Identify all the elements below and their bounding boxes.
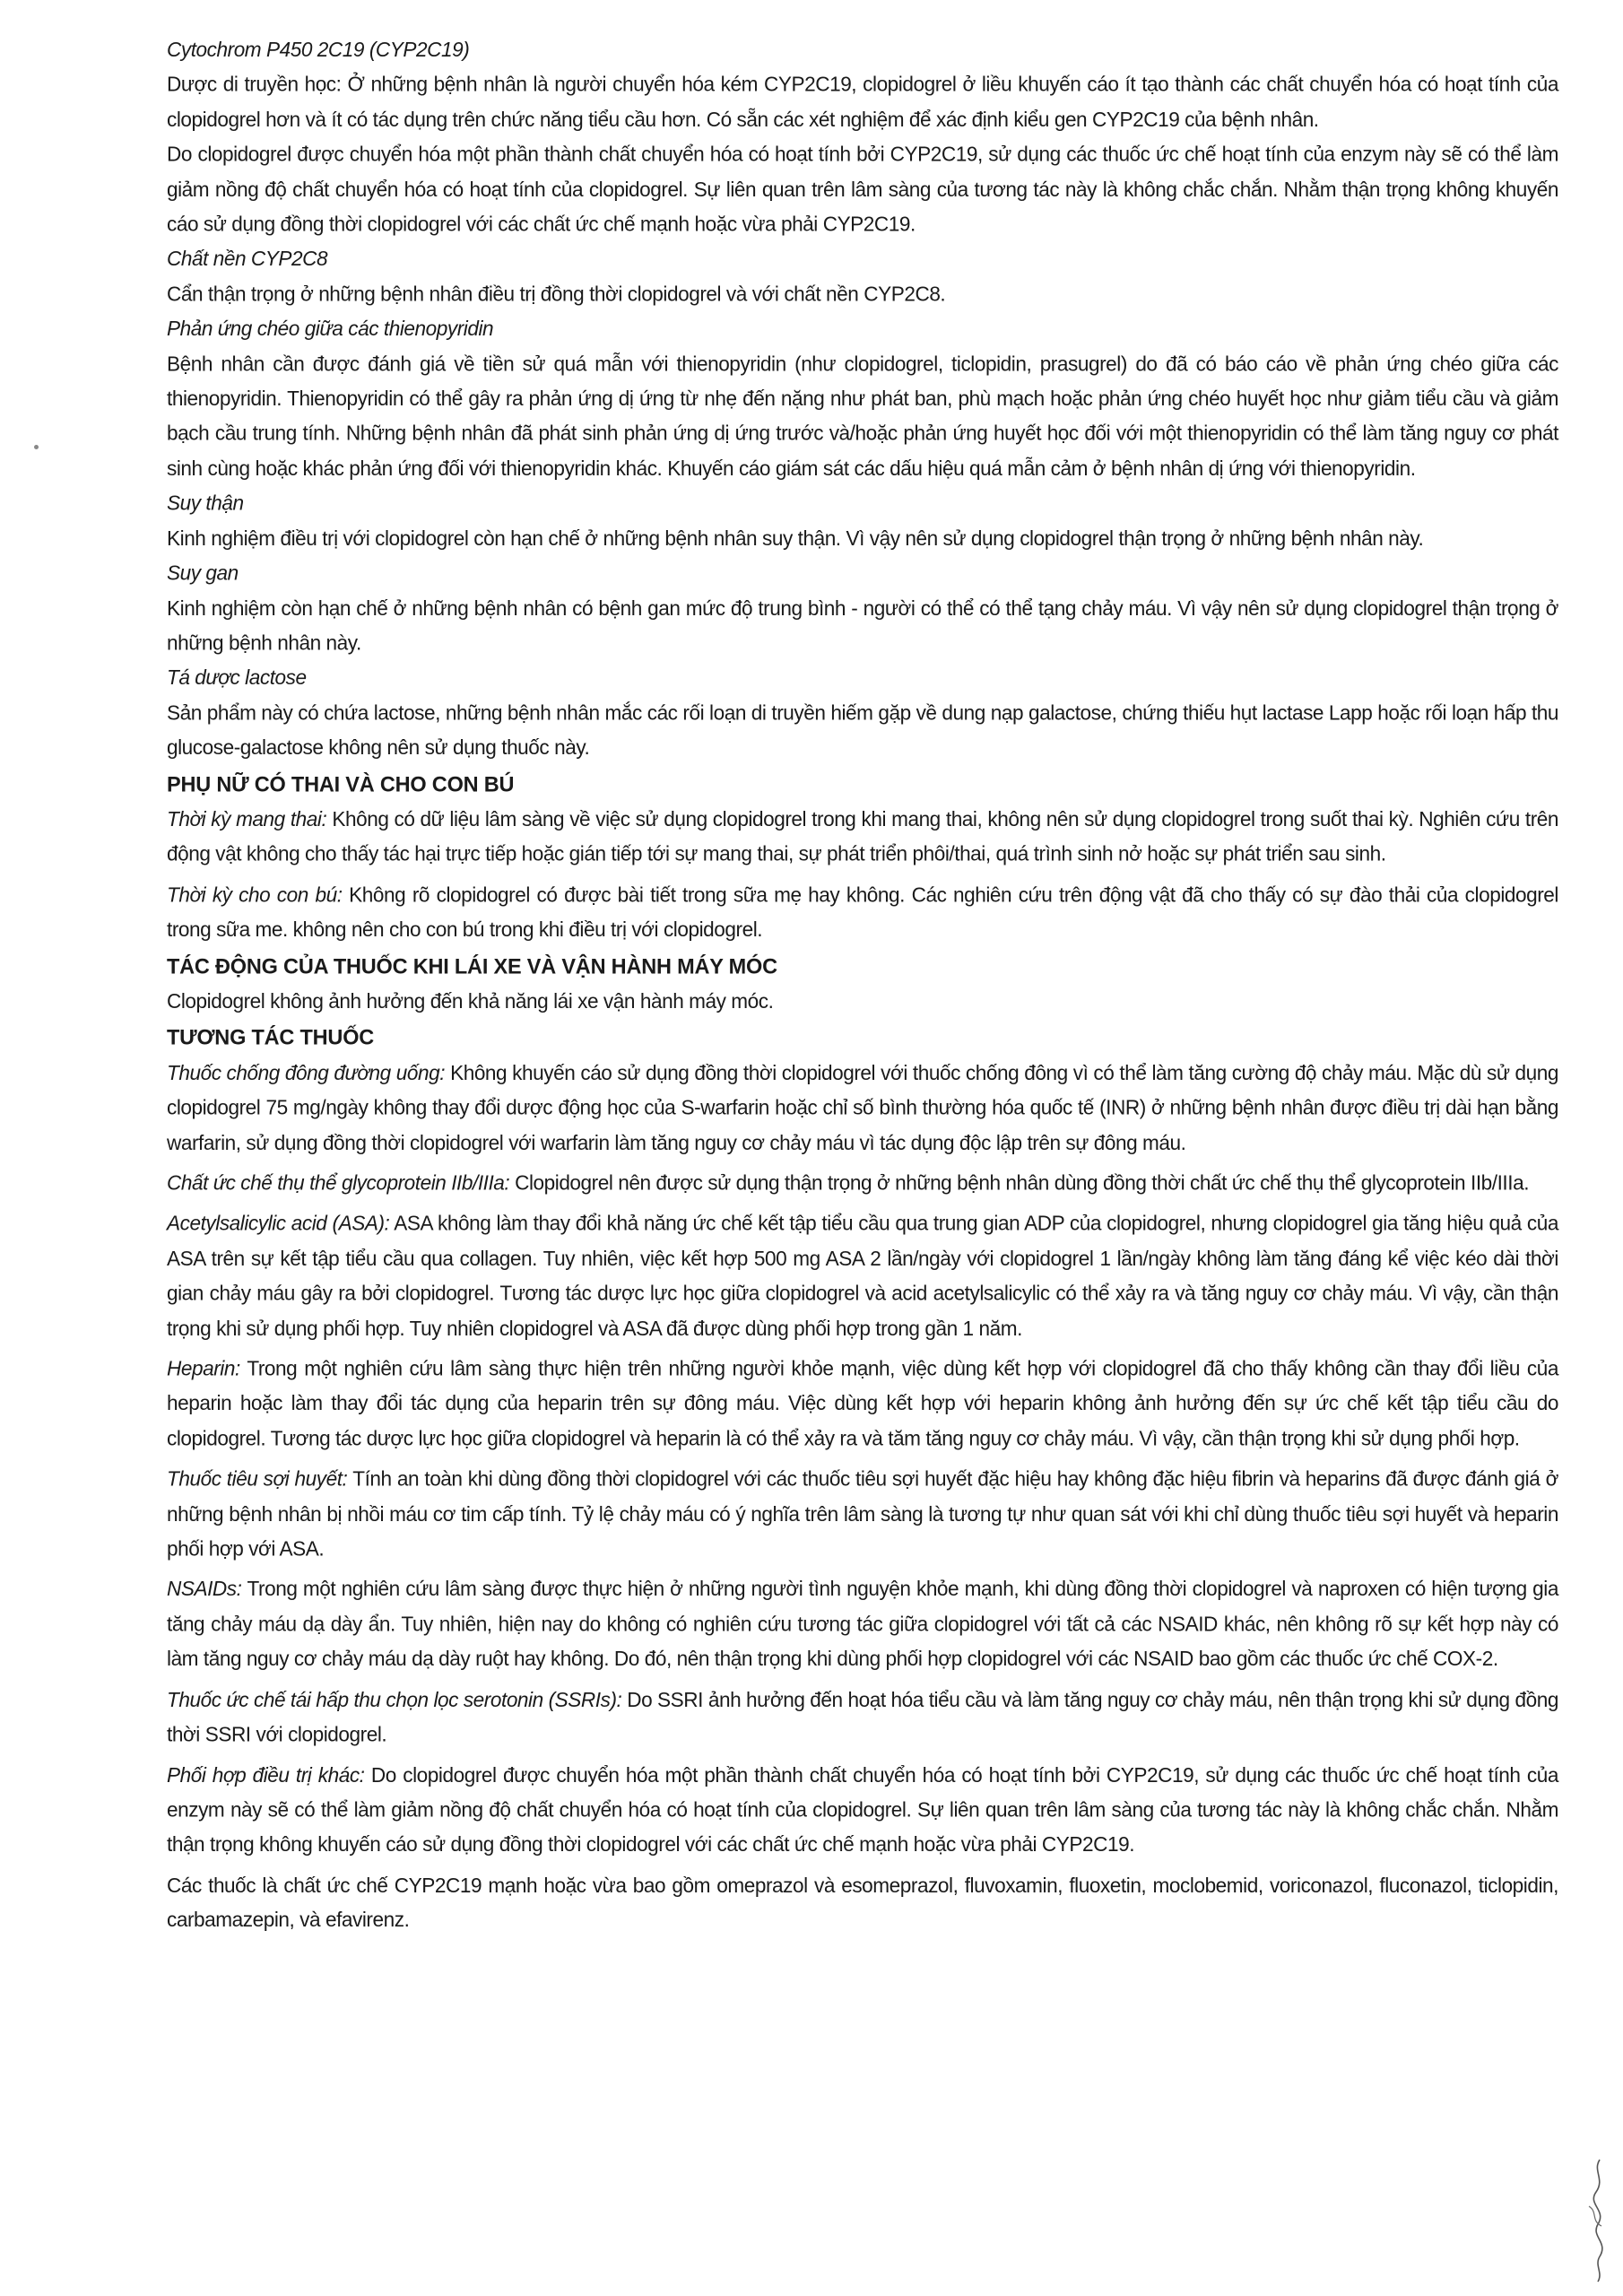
paragraph-pregnancy bbox=[167, 802, 1558, 872]
document-page bbox=[167, 32, 1558, 1943]
subheading-liver: Suy gan bbox=[167, 561, 239, 585]
paragraph-cyp2c19-pharmacogenetics: Dược di truyền học: Ở những bệnh nhân là người chuyển hóa kém CYP2C19, clopidogrel ở liều khuyến cáo ít tạo thành các chất chuyển hóa có hoạt tính của clopidogrel hơn và ít có tác dụng trên chức năng tiểu cầu hơn. Có sẵn các xét nghiệm để xác định kiểu gen CYP2C19 của bệnh nhân. bbox=[167, 73, 1558, 132]
subheading-cross-reaction: Phản ứng chéo giữa các thienopyridin bbox=[167, 317, 494, 341]
paragraph-fibrinolytics bbox=[167, 1462, 1558, 1567]
text-asa: ASA không làm thay đổi khả năng ức chế kết tập tiểu cầu qua trung gian ADP của clopidogrel, nhưng clopidogrel gia tăng hiệu quả của ASA trên sự kết tập tiểu cầu qua collagen. Tuy nhiên, việc kết hợp 500 mg ASA 2 lần/ngày với clopidogrel 1 lần/ngày không làm tăng đáng kể việc kéo dài thời gian chảy máu gây ra bởi clopidogrel. Tương tác dược lực học giữa clopidogrel và acid acetylsalicylic có thể xảy ra và tăng nguy cơ chảy máu. Vì vậy, cần thận trọng khi sử dụng phối hợp. Tuy nhiên clopidogrel và ASA đã được dùng phối hợp trong gần 1 năm. bbox=[167, 1211, 1559, 1340]
lead-asa: Acetylsalicylic acid (ASA): bbox=[167, 1211, 390, 1235]
paragraph-cyp2c8: Cẩn thận trọng ở những bệnh nhân điều trị đồng thời clopidogrel và với chất nền CYP2C8. bbox=[167, 282, 946, 306]
text-breastfeeding: Không rõ clopidogrel có được bài tiết trong sữa mẹ hay không. Các nghiên cứu trên động vật đã cho thấy có sự đào thải của clopidogrel trong sữa me. không nên cho con bú trong khi điều trị với clopidogrel. bbox=[167, 883, 1558, 942]
lead-fibrinolytics: Thuốc tiêu sợi huyết: bbox=[167, 1466, 348, 1491]
text-ssris: Do SSRI ảnh hưởng đến hoạt hóa tiểu cầu và làm tăng nguy cơ chảy máu, nên thận trọng khi sử dụng đồng thời SSRI với clopidogrel. bbox=[167, 1687, 1558, 1746]
text-fibrinolytics: Tính an toàn khi dùng đồng thời clopidogrel với các thuốc tiêu sợi huyết đặc hiệu hay không đặc hiệu fibrin và heparins đã được đánh giá ở những bệnh nhân bị nhồi máu cơ tim cấp tính. Tỷ lệ chảy máu có ý nghĩa trên lâm sàng là tương tự như quan sát với khi chỉ dùng thuốc tiêu sợi huyết và heparin phối hợp với ASA. bbox=[167, 1466, 1558, 1561]
paragraph-cyp2c19-inhibitor-list: Các thuốc là chất ức chế CYP2C19 mạnh hoặc vừa bao gồm omeprazol và esomeprazol, fluvoxamin, fluoxetin, moclobemid, voriconazol, fluconazol, ticlopidin, carbamazepin, và efavirenz. bbox=[167, 1873, 1558, 1932]
subheading-kidney: Suy thận bbox=[167, 491, 244, 515]
paragraph-nsaids bbox=[167, 1571, 1558, 1676]
heading-interactions: TƯƠNG TÁC THUỐC bbox=[167, 1024, 375, 1049]
lead-ssris: Thuốc ức chế tái hấp thu chọn lọc serotonin (SSRIs): bbox=[167, 1687, 622, 1711]
paragraph-asa bbox=[167, 1206, 1558, 1346]
paragraph-cross-reaction: Bệnh nhân cần được đánh giá về tiền sử quá mẫn với thienopyridin (như clopidogrel, ticlopidin, prasugrel) do đã có báo cáo về phản ứng chéo giữa các thienopyridin. Thienopyridin có thể gây ra phản ứng dị ứng từ nhẹ đến nặng như phát ban, phù mạch hoặc phản ứng chéo huyết học như giảm tiểu cầu và giảm bạch cầu trung tính. Những bệnh nhân đã phát sinh phản ứng dị ứng trước và/hoặc phản ứng huyết học đối với một thienopyridin có thể làm tăng nguy cơ phát sinh cùng hoặc khác phản ứng đối với thienopyridin khác. Khuyến cáo giám sát các dấu hiệu quá mẫn cảm ở bệnh nhân dị ứng với thienopyridin. bbox=[167, 352, 1558, 481]
subheading-cyp2c19: Cytochrom P450 2C19 (CYP2C19) bbox=[167, 38, 470, 62]
paragraph-driving: Clopidogrel không ảnh hưởng đến khả năng lái xe vận hành máy móc. bbox=[167, 989, 774, 1013]
subheading-cyp2c8: Chất nền CYP2C8 bbox=[167, 247, 328, 271]
paragraph-breastfeeding bbox=[167, 877, 1558, 947]
lead-anticoagulants: Thuốc chống đông đường uống: bbox=[167, 1060, 446, 1084]
paragraph-lactose: Sản phẩm này có chứa lactose, những bệnh nhân mắc các rối loạn di truyền hiếm gặp về dung nạp galactose, chứng thiếu hụt lactase Lapp hoặc rối loạn hấp thu glucose-galactose không nên sử dụng thuốc này. bbox=[167, 700, 1558, 760]
subheading-lactose: Tá dược lactose bbox=[167, 665, 307, 690]
lead-nsaids: NSAIDs: bbox=[167, 1577, 242, 1601]
heading-pregnancy: PHỤ NỮ CÓ THAI VÀ CHO CON BÚ bbox=[167, 771, 515, 796]
lead-other-combinations: Phối hợp điều trị khác: bbox=[167, 1762, 365, 1787]
lead-breastfeeding: Thời kỳ cho con bú: bbox=[167, 883, 343, 907]
lead-glycoprotein: Chất ức chế thụ thể glycoprotein IIb/IIIa: bbox=[167, 1170, 510, 1195]
text-glycoprotein: Clopidogrel nên được sử dụng thận trọng ở những bệnh nhân dùng đồng thời chất ức chế thụ thể glycoprotein IIb/IIIa. bbox=[509, 1170, 1530, 1195]
lead-heparin: Heparin: bbox=[167, 1356, 240, 1380]
paragraph-ssris bbox=[167, 1682, 1558, 1752]
text-heparin: Trong một nghiên cứu lâm sàng thực hiện trên những người khỏe mạnh, việc dùng kết hợp với clopidogrel đã cho thấy không cần thay đổi liều của heparin hoặc làm thay đổi tác dụng của heparin trên sự đông máu. Việc dùng kết hợp với heparin không ảnh hưởng đến sự ức chế kết tập tiểu cầu do clopidogrel. Tương tác dược lực học giữa clopidogrel và heparin là có thể xảy ra và tăm tăng nguy cơ chảy máu. Vì vậy, cần thận trọng khi sử dụng phối hợp. bbox=[167, 1356, 1558, 1450]
scan-artifact-dot bbox=[34, 445, 39, 449]
text-anticoagulants: Không khuyến cáo sử dụng đồng thời clopidogrel với thuốc chống đông vì có thể làm tăng cường độ chảy máu. Mặc dù sử dụng clopidogrel 75 mg/ngày không thay đổi dược động học của S-warfarin hoặc chỉ số bình thường hóa quốc tế (INR) ở những bệnh nhân được điều trị dài hạn bằng warfarin, sử dụng đồng thời clopidogrel với warfarin làm tăng nguy cơ chảy máu vì tác dụng độc lập trên sự đông máu. bbox=[167, 1060, 1559, 1154]
text-pregnancy: Không có dữ liệu lâm sàng về việc sử dụng clopidogrel trong khi mang thai, không nên sử dụng clopidogrel trong suốt thai kỳ. Nghiên cứu trên động vật không cho thấy tác hại trực tiếp hoặc gián tiếp tới sự mang thai, sự phát triển phôi/thai, quá trình sinh nở hoặc sự phát triển sau sinh. bbox=[167, 807, 1559, 866]
paragraph-other-combinations bbox=[167, 1757, 1558, 1862]
paragraph-liver: Kinh nghiệm còn hạn chế ở những bệnh nhân có bệnh gan mức độ trung bình - người có thể có thể tạng chảy máu. Vì vậy nên sử dụng clopidogrel thận trọng ở những bệnh nhân này. bbox=[167, 596, 1558, 655]
paragraph-glycoprotein bbox=[167, 1166, 1558, 1201]
text-other-combinations: Do clopidogrel được chuyển hóa một phần thành chất chuyển hóa có hoạt tính bởi CYP2C19, sử dụng các thuốc ức chế hoạt tính của enzym này sẽ có thể làm giảm nồng độ chất chuyển hóa có hoạt tính của clopidogrel. Sự liên quan trên lâm sàng của tương tác này là không chắc chắn. Nhằm thận trọng không khuyến cáo sử dụng đồng thời clopidogrel với các chất ức chế mạnh hoặc vừa phải CYP2C19. bbox=[167, 1762, 1558, 1857]
paragraph-heparin bbox=[167, 1352, 1558, 1457]
paragraph-anticoagulants bbox=[167, 1056, 1558, 1161]
paragraph-kidney: Kinh nghiệm điều trị với clopidogrel còn hạn chế ở những bệnh nhân suy thận. Vì vậy nên sử dụng clopidogrel thận trọng ở những bệnh nhân này. bbox=[167, 526, 1424, 550]
paragraph-cyp2c19-inhibitors: Do clopidogrel được chuyển hóa một phần thành chất chuyển hóa có hoạt tính bởi CYP2C19, sử dụng các thuốc ức chế hoạt tính của enzym này sẽ có thể làm giảm nồng độ chất chuyển hóa có hoạt tính của clopidogrel. Sự liên quan trên lâm sàng của tương tác này là không chắc chắn. Nhằm thận trọng không khuyến cáo sử dụng đồng thời clopidogrel với các chất ức chế mạnh hoặc vừa phải CYP2C19. bbox=[167, 142, 1558, 236]
signature-mark bbox=[1573, 2152, 1614, 2287]
lead-pregnancy: Thời kỳ mang thai: bbox=[167, 807, 327, 831]
heading-driving: TÁC ĐỘNG CỦA THUỐC KHI LÁI XE VÀ VẬN HÀNH MÁY MÓC bbox=[167, 953, 777, 978]
text-nsaids: Trong một nghiên cứu lâm sàng được thực hiện ở những người tình nguyện khỏe mạnh, khi dùng đồng thời clopidogrel và naproxen có hiện tượng gia tăng chảy máu dạ dày ẩn. Tuy nhiên, hiện nay do không có nghiên cứu tương tác giữa clopidogrel với tất cả các NSAID khác, nên không rõ sự kết hợp này có làm tăng nguy cơ chảy máu dạ dày ruột hay không. Do đó, nên thận trọng khi dùng phối hợp clopidogrel với các NSAID bao gồm các thuốc ức chế COX-2. bbox=[167, 1577, 1558, 1671]
